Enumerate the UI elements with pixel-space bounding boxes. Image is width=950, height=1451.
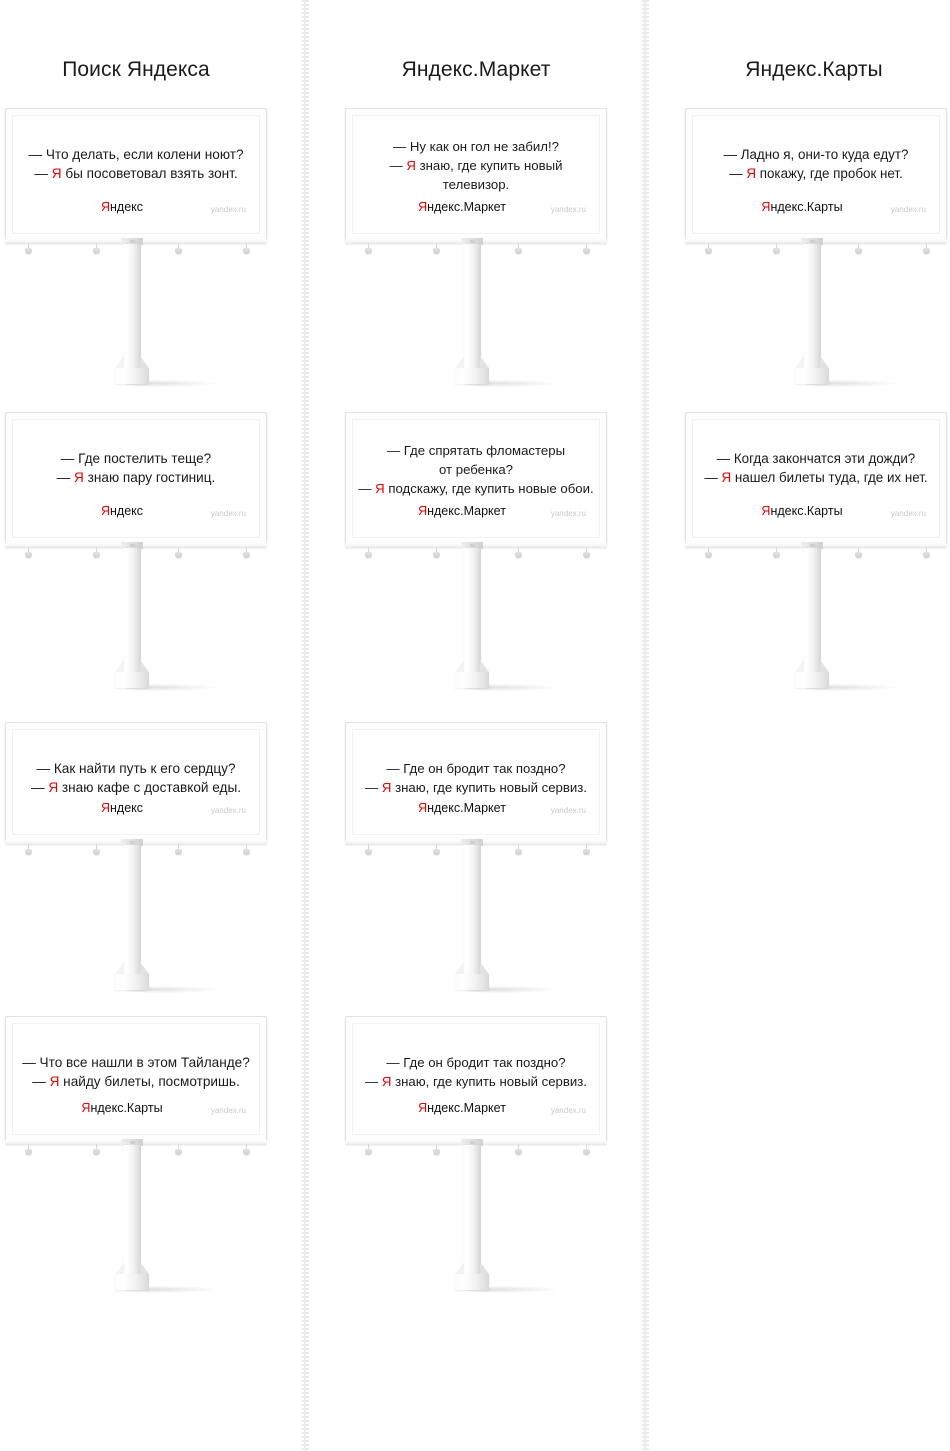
brand-ya-letter: Я (418, 504, 428, 518)
billboard-post (463, 1145, 481, 1275)
brand-logo (345, 1101, 586, 1115)
post-flare-left (455, 962, 464, 974)
column-title-maps: Яндекс.Карты (745, 58, 883, 81)
brand-ya-letter: Я (418, 1101, 428, 1115)
billboard-text-line: — Как найти путь к его сердцу? (36, 761, 236, 776)
billboard-url: yandex.ru (210, 1106, 246, 1115)
billboard-url: yandex.ru (550, 1106, 586, 1115)
brand-ya-letter: Я (418, 200, 428, 214)
billboard (0, 1016, 950, 1312)
highlighted-ya: Я (51, 166, 62, 181)
highlighted-ya: Я (74, 470, 84, 485)
billboard-panel[interactable] (685, 108, 947, 241)
billboard-url: yandex.ru (210, 205, 246, 214)
lamp-shade (515, 1149, 522, 1155)
brand-name-rest: ндекс (110, 504, 144, 518)
post-flare-right (480, 962, 489, 974)
brand-name-rest: ндекс.Маркет (427, 801, 506, 815)
billboard-canvas (352, 729, 600, 835)
lamp-shade (583, 1149, 590, 1155)
billboard-dialogue (692, 145, 940, 183)
billboard-text-line: — Я нашел билеты туда, где их нет. (704, 470, 928, 485)
billboard-text-line: — Где спрятать фломастеры (386, 443, 566, 458)
brand-ya-letter: Я (761, 200, 771, 214)
post-flare-right (820, 660, 829, 672)
lamp-shade (773, 248, 780, 254)
post-flare-left (795, 356, 804, 368)
highlighted-ya: Я (381, 780, 392, 795)
billboard-text-line: — Где постелить теще? (60, 451, 212, 466)
billboard-dialogue (352, 759, 600, 797)
brand-logo (685, 200, 926, 214)
billboard-brand-row (692, 200, 940, 220)
billboard-url: yandex.ru (550, 806, 586, 815)
post-flare-left (795, 660, 804, 672)
post-base (455, 1274, 489, 1290)
billboard-url: yandex.ru (210, 509, 246, 518)
billboard-dialogue (352, 1053, 600, 1091)
brand-name-rest: ндекс.Маркет (427, 200, 506, 214)
billboard-brand-row (692, 504, 940, 524)
billboard-url: yandex.ru (890, 509, 926, 518)
billboard-text-line: — Я знаю кафе с доставкой еды. (30, 780, 242, 795)
lamp-shade (923, 552, 930, 558)
billboard-panel[interactable] (345, 1016, 607, 1142)
highlighted-ya: Я (48, 780, 59, 795)
post-flare-right (480, 1262, 489, 1274)
billboard-post (803, 244, 821, 369)
post-flare-left (455, 1262, 464, 1274)
billboard-text-line: — Ну как он гол не забил!? (393, 139, 559, 154)
billboard-canvas (692, 419, 940, 538)
billboard-text-line: — Где он бродит так поздно? (386, 1055, 566, 1070)
billboard-panel[interactable] (345, 722, 607, 842)
lamp-shade (365, 1149, 372, 1155)
lamp-shade (923, 248, 930, 254)
lamp-shade (705, 552, 712, 558)
brand-ya-letter: Я (100, 200, 110, 214)
billboard-url: yandex.ru (890, 205, 926, 214)
highlighted-ya: Я (721, 470, 732, 485)
brand-name-rest: ндекс.Карты (770, 504, 843, 518)
highlighted-ya: Я (375, 481, 385, 496)
billboard-text-line: телевизор. (442, 177, 510, 192)
lamp-shade (855, 248, 862, 254)
brand-ya-letter: Я (81, 1101, 91, 1115)
billboard-text-line: — Я знаю, где купить новый сервиз. (365, 1074, 587, 1089)
lamp-shade (433, 1149, 440, 1155)
billboard-text-line: — Ладно я, они-то куда едут? (723, 147, 909, 162)
billboard-text-line: от ребенка? (438, 462, 514, 477)
billboard (0, 108, 950, 406)
lamp-shade (583, 849, 590, 855)
billboard-text-line: — Я знаю пару гостиниц. (56, 470, 216, 485)
highlighted-ya: Я (746, 166, 756, 181)
billboard-text-line: — Я подскажу, где купить новые обои. (358, 481, 594, 496)
highlighted-ya: Я (49, 1074, 60, 1089)
billboard (0, 722, 950, 1012)
brand-logo (685, 504, 926, 518)
column-title-search: Поиск Яндекса (62, 58, 210, 81)
brand-ya-letter: Я (100, 801, 110, 815)
post-flare-right (820, 356, 829, 368)
billboard-text-line: — Что все нашли в этом Тайланде? (22, 1055, 250, 1070)
brand-name-rest: ндекс.Карты (770, 200, 843, 214)
lamp-shade (515, 849, 522, 855)
lamp-shade (705, 248, 712, 254)
highlighted-ya: Я (406, 158, 416, 173)
billboard-post (463, 845, 481, 975)
billboard-text-line: — Я знаю, где купить новый (389, 158, 563, 173)
post-base (455, 974, 489, 990)
brand-name-rest: ндекс.Карты (90, 1101, 163, 1115)
billboard-panel[interactable] (685, 412, 947, 545)
billboard-text-line: — Где он бродит так поздно? (386, 761, 566, 776)
brand-ya-letter: Я (418, 801, 428, 815)
brand-name-rest: ндекс.Маркет (427, 1101, 506, 1115)
lamp-shade (855, 552, 862, 558)
lamp-shade (365, 849, 372, 855)
billboard-canvas (692, 115, 940, 234)
billboard-dialogue (692, 449, 940, 487)
post-base (795, 368, 829, 384)
billboard-url: yandex.ru (210, 806, 246, 815)
post-base (795, 672, 829, 688)
column-title-market: Яндекс.Маркет (401, 58, 551, 81)
brand-ya-letter: Я (761, 504, 771, 518)
billboard-text-line: — Я найду билеты, посмотришь. (32, 1074, 240, 1089)
billboard-text-line: — Я знаю, где купить новый сервиз. (365, 780, 587, 795)
brand-ya-letter: Я (100, 504, 110, 518)
brand-logo (345, 801, 586, 815)
billboard-url: yandex.ru (550, 509, 586, 518)
billboard-url: yandex.ru (550, 205, 586, 214)
billboard-text-line: — Когда закончатся эти дожди? (716, 451, 916, 466)
billboard-post (803, 548, 821, 673)
brand-name-rest: ндекс (110, 200, 144, 214)
brand-name-rest: ндекс.Маркет (427, 504, 506, 518)
billboard-text-line: — Я бы посоветовал взять зонт. (34, 166, 238, 181)
highlighted-ya: Я (381, 1074, 392, 1089)
billboard-text-line: — Я покажу, где пробок нет. (729, 166, 903, 181)
billboard-brand-row (352, 801, 600, 821)
billboard (0, 412, 950, 710)
brand-name-rest: ндекс (110, 801, 144, 815)
billboard-canvas (352, 1023, 600, 1135)
billboard-text-line: — Что делать, если колени ноют? (28, 147, 244, 162)
lamp-shade (773, 552, 780, 558)
billboard-brand-row (352, 1101, 600, 1121)
lamp-shade (433, 849, 440, 855)
